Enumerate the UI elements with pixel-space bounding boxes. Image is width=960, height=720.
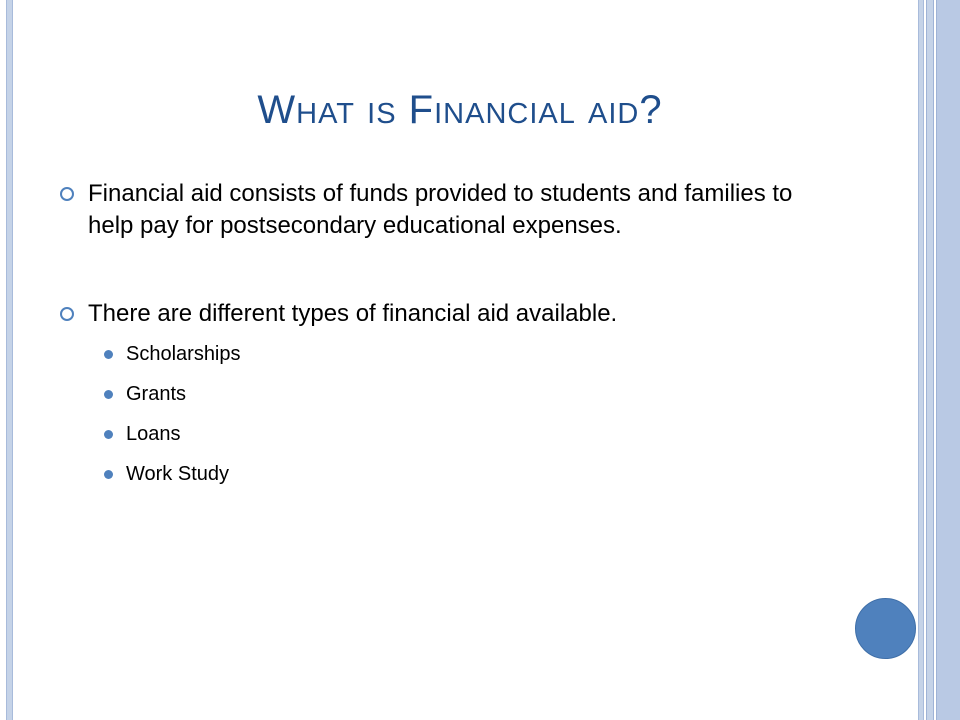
dot-bullet-icon: [104, 350, 113, 359]
sub-bullet-item: [60, 340, 840, 380]
sub-bullet-text: Grants: [126, 383, 187, 405]
circle-decoration: [855, 598, 916, 659]
sub-bullet-text: Loans: [126, 423, 181, 445]
bullet-text: Financial aid consists of funds provided to students and families to help pay for postsecondary educational expenses.: [88, 180, 793, 239]
sub-bullet-text: Work Study: [126, 463, 229, 485]
ring-bullet-icon: [60, 307, 74, 321]
right-border-inner: [918, 0, 924, 720]
dot-bullet-icon: [104, 390, 113, 399]
right-border-mid: [926, 0, 934, 720]
bullet-list: [60, 178, 840, 500]
right-border-outer: [936, 0, 960, 720]
sub-bullet-item: [60, 420, 840, 460]
slide-title: WHAT IS FINANCIAL AID?: [257, 88, 663, 132]
sub-bullet-item: [60, 460, 840, 500]
sub-bullet-list: [60, 340, 840, 500]
sub-bullet-item: [60, 380, 840, 420]
dot-bullet-icon: [104, 430, 113, 439]
bullet-item: [60, 298, 840, 330]
ring-bullet-icon: [60, 187, 74, 201]
sub-bullet-text: Scholarships: [126, 343, 241, 365]
left-border: [6, 0, 13, 720]
dot-bullet-icon: [104, 470, 113, 479]
bullet-item: [60, 178, 840, 242]
bullet-text: There are different types of financial aid available.: [88, 300, 618, 327]
